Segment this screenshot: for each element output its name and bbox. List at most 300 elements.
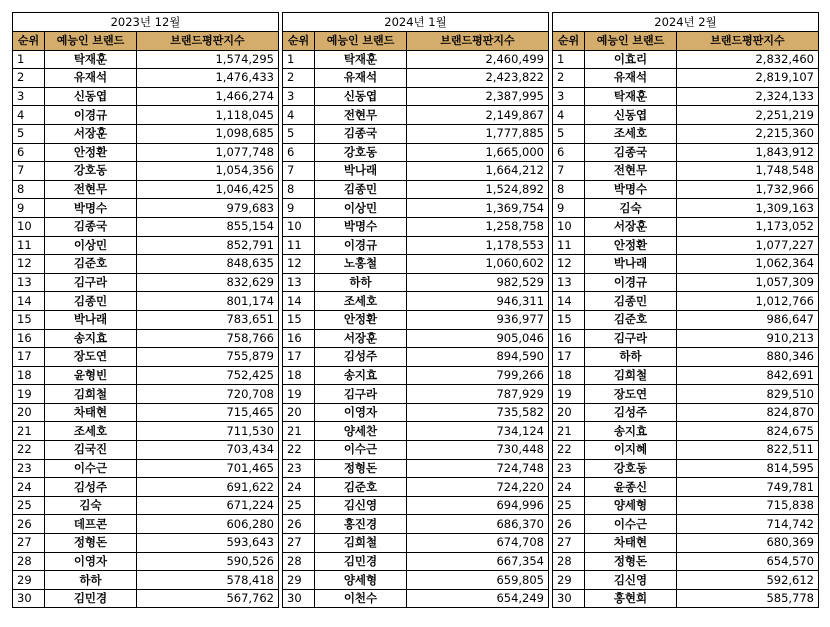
table-row xyxy=(283,292,549,311)
value-cell: 2,423,822 xyxy=(407,69,549,88)
name-cell: 김종민 xyxy=(45,292,137,311)
value-cell: 1,664,212 xyxy=(407,162,549,181)
value-cell: 1,046,425 xyxy=(137,180,279,199)
rank-cell: 3 xyxy=(553,87,585,106)
value-cell: 567,762 xyxy=(137,589,279,608)
table-row xyxy=(13,534,279,553)
ranking-table xyxy=(282,12,549,608)
rank-cell: 14 xyxy=(13,292,45,311)
value-cell: 1,057,309 xyxy=(677,273,819,292)
rank-cell: 6 xyxy=(553,143,585,162)
name-cell: 안정환 xyxy=(315,310,407,329)
rank-cell: 12 xyxy=(13,255,45,274)
rank-cell: 24 xyxy=(13,478,45,497)
table-row xyxy=(553,403,819,422)
value-cell: 715,465 xyxy=(137,403,279,422)
rank-cell: 20 xyxy=(13,403,45,422)
value-cell: 1,012,766 xyxy=(677,292,819,311)
table-row xyxy=(13,143,279,162)
rank-cell: 1 xyxy=(553,50,585,69)
name-cell: 이상민 xyxy=(45,236,137,255)
table-row xyxy=(553,422,819,441)
table-row xyxy=(283,50,549,69)
value-cell: 2,324,133 xyxy=(677,87,819,106)
table-row xyxy=(283,217,549,236)
rank-cell: 22 xyxy=(13,441,45,460)
name-cell: 신동엽 xyxy=(585,106,677,125)
name-cell: 이경규 xyxy=(315,236,407,255)
value-cell: 1,173,052 xyxy=(677,217,819,236)
rank-cell: 10 xyxy=(13,217,45,236)
value-cell: 1,369,754 xyxy=(407,199,549,218)
name-cell: 김희철 xyxy=(585,366,677,385)
table-row xyxy=(553,255,819,274)
value-cell: 814,595 xyxy=(677,459,819,478)
name-cell: 김준호 xyxy=(585,310,677,329)
value-cell: 852,791 xyxy=(137,236,279,255)
rank-cell: 20 xyxy=(553,403,585,422)
rank-cell: 13 xyxy=(553,273,585,292)
table-row xyxy=(283,441,549,460)
rank-cell: 23 xyxy=(553,459,585,478)
table-row xyxy=(13,310,279,329)
name-cell: 유재석 xyxy=(315,69,407,88)
table-row xyxy=(283,348,549,367)
value-cell: 1,060,602 xyxy=(407,255,549,274)
name-cell: 김종민 xyxy=(585,292,677,311)
table-row xyxy=(283,124,549,143)
value-cell: 590,526 xyxy=(137,552,279,571)
period-title: 2024년 1월 xyxy=(283,13,549,32)
name-cell: 하하 xyxy=(315,273,407,292)
table-row xyxy=(283,87,549,106)
table-row xyxy=(553,571,819,590)
value-cell: 1,524,892 xyxy=(407,180,549,199)
name-cell: 김숙 xyxy=(585,199,677,218)
name-cell: 안정환 xyxy=(45,143,137,162)
name-cell: 김구라 xyxy=(585,329,677,348)
table-row xyxy=(553,236,819,255)
name-cell: 박나래 xyxy=(585,255,677,274)
value-cell: 1,054,356 xyxy=(137,162,279,181)
table-row xyxy=(283,571,549,590)
rank-cell: 19 xyxy=(283,385,315,404)
table-row xyxy=(553,589,819,608)
table-row xyxy=(283,515,549,534)
value-cell: 694,996 xyxy=(407,496,549,515)
value-cell: 659,805 xyxy=(407,571,549,590)
rank-cell: 27 xyxy=(553,534,585,553)
rank-cell: 8 xyxy=(553,180,585,199)
value-cell: 880,346 xyxy=(677,348,819,367)
value-cell: 720,708 xyxy=(137,385,279,404)
value-cell: 936,977 xyxy=(407,310,549,329)
name-cell: 김성주 xyxy=(585,403,677,422)
table-row xyxy=(283,552,549,571)
rank-cell: 25 xyxy=(283,496,315,515)
rank-cell: 13 xyxy=(283,273,315,292)
rank-header: 순위 xyxy=(553,32,585,51)
rank-cell: 24 xyxy=(283,478,315,497)
name-cell: 양세형 xyxy=(585,496,677,515)
rank-cell: 8 xyxy=(283,180,315,199)
value-cell: 1,476,433 xyxy=(137,69,279,88)
value-cell: 832,629 xyxy=(137,273,279,292)
rank-cell: 2 xyxy=(13,69,45,88)
rank-cell: 4 xyxy=(13,106,45,125)
table-row xyxy=(13,422,279,441)
value-cell: 671,224 xyxy=(137,496,279,515)
name-cell: 김희철 xyxy=(45,385,137,404)
value-cell: 822,511 xyxy=(677,441,819,460)
value-cell: 758,766 xyxy=(137,329,279,348)
rank-cell: 15 xyxy=(553,310,585,329)
name-cell: 홍현희 xyxy=(585,589,677,608)
rank-cell: 30 xyxy=(283,589,315,608)
rank-cell: 5 xyxy=(283,124,315,143)
rank-cell: 16 xyxy=(13,329,45,348)
table-row xyxy=(13,478,279,497)
table-row xyxy=(283,69,549,88)
rank-cell: 16 xyxy=(553,329,585,348)
rank-cell: 17 xyxy=(283,348,315,367)
name-cell: 차태현 xyxy=(585,534,677,553)
value-cell: 691,622 xyxy=(137,478,279,497)
brand-header: 예능인 브랜드 xyxy=(45,32,137,51)
rank-cell: 18 xyxy=(553,366,585,385)
column-header-row xyxy=(553,32,819,51)
rank-cell: 27 xyxy=(283,534,315,553)
value-cell: 824,675 xyxy=(677,422,819,441)
table-row xyxy=(283,403,549,422)
value-cell: 1,732,966 xyxy=(677,180,819,199)
rank-cell: 12 xyxy=(553,255,585,274)
rank-cell: 26 xyxy=(553,515,585,534)
name-cell: 이경규 xyxy=(45,106,137,125)
period-title: 2023년 12월 xyxy=(13,13,279,32)
name-cell: 전현무 xyxy=(45,180,137,199)
table-row xyxy=(13,515,279,534)
name-cell: 김신영 xyxy=(585,571,677,590)
name-cell: 신동엽 xyxy=(45,87,137,106)
value-cell: 578,418 xyxy=(137,571,279,590)
column-header-row xyxy=(283,32,549,51)
table-row xyxy=(13,552,279,571)
value-cell: 1,098,685 xyxy=(137,124,279,143)
value-cell: 1,258,758 xyxy=(407,217,549,236)
rank-cell: 6 xyxy=(283,143,315,162)
value-cell: 593,643 xyxy=(137,534,279,553)
value-cell: 749,781 xyxy=(677,478,819,497)
value-cell: 1,777,885 xyxy=(407,124,549,143)
name-cell: 노홍철 xyxy=(315,255,407,274)
index-header: 브랜드평판지수 xyxy=(407,32,549,51)
value-cell: 1,843,912 xyxy=(677,143,819,162)
value-cell: 2,387,995 xyxy=(407,87,549,106)
table-row xyxy=(283,180,549,199)
table-row xyxy=(283,589,549,608)
rank-cell: 11 xyxy=(553,236,585,255)
value-cell: 2,215,360 xyxy=(677,124,819,143)
value-cell: 701,465 xyxy=(137,459,279,478)
rank-cell: 19 xyxy=(13,385,45,404)
table-row xyxy=(553,310,819,329)
ranking-table xyxy=(552,12,819,608)
table-row xyxy=(13,496,279,515)
value-cell: 1,118,045 xyxy=(137,106,279,125)
name-cell: 전현무 xyxy=(585,162,677,181)
rank-cell: 10 xyxy=(553,217,585,236)
value-cell: 724,220 xyxy=(407,478,549,497)
rank-cell: 23 xyxy=(13,459,45,478)
table-row xyxy=(13,106,279,125)
name-cell: 탁재훈 xyxy=(315,50,407,69)
rank-cell: 8 xyxy=(13,180,45,199)
rank-cell: 29 xyxy=(283,571,315,590)
name-cell: 이영자 xyxy=(45,552,137,571)
value-cell: 1,077,227 xyxy=(677,236,819,255)
value-cell: 2,819,107 xyxy=(677,69,819,88)
name-cell: 박명수 xyxy=(315,217,407,236)
rank-cell: 17 xyxy=(553,348,585,367)
name-cell: 강호동 xyxy=(585,459,677,478)
name-cell: 양세찬 xyxy=(315,422,407,441)
table-row xyxy=(553,217,819,236)
table-row xyxy=(283,329,549,348)
name-cell: 서장훈 xyxy=(45,124,137,143)
table-row xyxy=(553,273,819,292)
value-cell: 730,448 xyxy=(407,441,549,460)
table-row xyxy=(13,459,279,478)
value-cell: 783,651 xyxy=(137,310,279,329)
rank-cell: 28 xyxy=(13,552,45,571)
rank-cell: 13 xyxy=(13,273,45,292)
table-row xyxy=(553,199,819,218)
value-cell: 1,574,295 xyxy=(137,50,279,69)
name-cell: 안정환 xyxy=(585,236,677,255)
value-cell: 2,251,219 xyxy=(677,106,819,125)
table-row xyxy=(283,273,549,292)
table-row xyxy=(283,385,549,404)
table-row xyxy=(283,534,549,553)
ranking-table xyxy=(12,12,279,608)
rank-cell: 26 xyxy=(13,515,45,534)
rank-cell: 5 xyxy=(553,124,585,143)
rank-cell: 22 xyxy=(283,441,315,460)
column-header-row xyxy=(13,32,279,51)
rank-cell: 3 xyxy=(13,87,45,106)
name-cell: 송지효 xyxy=(45,329,137,348)
rank-cell: 9 xyxy=(283,199,315,218)
rank-cell: 17 xyxy=(13,348,45,367)
table-row xyxy=(553,50,819,69)
value-cell: 855,154 xyxy=(137,217,279,236)
table-row xyxy=(13,366,279,385)
value-cell: 946,311 xyxy=(407,292,549,311)
value-cell: 674,708 xyxy=(407,534,549,553)
table-row xyxy=(553,515,819,534)
name-cell: 김국진 xyxy=(45,441,137,460)
name-cell: 이천수 xyxy=(315,589,407,608)
name-cell: 김준호 xyxy=(45,255,137,274)
name-cell: 박명수 xyxy=(585,180,677,199)
table-row xyxy=(283,143,549,162)
rank-cell: 1 xyxy=(283,50,315,69)
table-row xyxy=(283,478,549,497)
value-cell: 735,582 xyxy=(407,403,549,422)
rank-cell: 25 xyxy=(13,496,45,515)
table-row xyxy=(283,422,549,441)
rank-cell: 14 xyxy=(283,292,315,311)
name-cell: 하하 xyxy=(45,571,137,590)
rank-cell: 12 xyxy=(283,255,315,274)
table-row xyxy=(13,441,279,460)
name-cell: 박명수 xyxy=(45,199,137,218)
name-cell: 차태현 xyxy=(45,403,137,422)
table-row xyxy=(283,366,549,385)
rank-cell: 21 xyxy=(13,422,45,441)
table-row xyxy=(13,348,279,367)
table-row xyxy=(13,50,279,69)
value-cell: 1,665,000 xyxy=(407,143,549,162)
name-cell: 윤종신 xyxy=(585,478,677,497)
rank-cell: 25 xyxy=(553,496,585,515)
table-row xyxy=(553,534,819,553)
value-cell: 686,370 xyxy=(407,515,549,534)
name-cell: 박나래 xyxy=(45,310,137,329)
rank-cell: 9 xyxy=(13,199,45,218)
table-row xyxy=(553,385,819,404)
rank-cell: 27 xyxy=(13,534,45,553)
value-cell: 894,590 xyxy=(407,348,549,367)
value-cell: 585,778 xyxy=(677,589,819,608)
table-row xyxy=(283,310,549,329)
value-cell: 982,529 xyxy=(407,273,549,292)
rank-cell: 28 xyxy=(553,552,585,571)
rank-cell: 30 xyxy=(553,589,585,608)
rank-cell: 10 xyxy=(283,217,315,236)
name-cell: 김종국 xyxy=(315,124,407,143)
table-row xyxy=(283,255,549,274)
table-row xyxy=(553,329,819,348)
rank-cell: 23 xyxy=(283,459,315,478)
name-cell: 김구라 xyxy=(45,273,137,292)
name-cell: 이수근 xyxy=(585,515,677,534)
name-cell: 강호동 xyxy=(45,162,137,181)
table-row xyxy=(13,589,279,608)
value-cell: 842,691 xyxy=(677,366,819,385)
name-cell: 이지혜 xyxy=(585,441,677,460)
rank-cell: 15 xyxy=(13,310,45,329)
rank-cell: 29 xyxy=(13,571,45,590)
rank-cell: 1 xyxy=(13,50,45,69)
table-row xyxy=(283,106,549,125)
value-cell: 979,683 xyxy=(137,199,279,218)
table-row xyxy=(13,273,279,292)
rank-cell: 21 xyxy=(553,422,585,441)
brand-header: 예능인 브랜드 xyxy=(585,32,677,51)
rank-cell: 29 xyxy=(553,571,585,590)
value-cell: 703,434 xyxy=(137,441,279,460)
name-cell: 신동엽 xyxy=(315,87,407,106)
name-cell: 박나래 xyxy=(315,162,407,181)
rank-cell: 7 xyxy=(283,162,315,181)
rank-header: 순위 xyxy=(13,32,45,51)
rank-cell: 15 xyxy=(283,310,315,329)
rank-cell: 6 xyxy=(13,143,45,162)
table-row xyxy=(283,459,549,478)
value-cell: 787,929 xyxy=(407,385,549,404)
rank-cell: 30 xyxy=(13,589,45,608)
rank-cell: 28 xyxy=(283,552,315,571)
value-cell: 734,124 xyxy=(407,422,549,441)
value-cell: 724,748 xyxy=(407,459,549,478)
index-header: 브랜드평판지수 xyxy=(137,32,279,51)
name-cell: 이수근 xyxy=(315,441,407,460)
name-cell: 데프콘 xyxy=(45,515,137,534)
name-cell: 이효리 xyxy=(585,50,677,69)
table-row xyxy=(13,87,279,106)
value-cell: 910,213 xyxy=(677,329,819,348)
table-row xyxy=(13,403,279,422)
name-cell: 이상민 xyxy=(315,199,407,218)
table-row xyxy=(553,106,819,125)
rank-cell: 18 xyxy=(283,366,315,385)
name-cell: 김신영 xyxy=(315,496,407,515)
table-row xyxy=(283,199,549,218)
value-cell: 2,149,867 xyxy=(407,106,549,125)
value-cell: 715,838 xyxy=(677,496,819,515)
name-cell: 서장훈 xyxy=(315,329,407,348)
value-cell: 829,510 xyxy=(677,385,819,404)
period-title: 2024년 2월 xyxy=(553,13,819,32)
name-cell: 양세형 xyxy=(315,571,407,590)
name-cell: 송지효 xyxy=(585,422,677,441)
name-cell: 김종국 xyxy=(45,217,137,236)
table-row xyxy=(283,236,549,255)
name-cell: 장도연 xyxy=(585,385,677,404)
value-cell: 606,280 xyxy=(137,515,279,534)
value-cell: 667,354 xyxy=(407,552,549,571)
name-cell: 탁재훈 xyxy=(585,87,677,106)
table-row xyxy=(553,162,819,181)
table-row xyxy=(553,180,819,199)
table-row xyxy=(553,366,819,385)
rank-cell: 7 xyxy=(13,162,45,181)
value-cell: 1,309,163 xyxy=(677,199,819,218)
value-cell: 848,635 xyxy=(137,255,279,274)
value-cell: 824,870 xyxy=(677,403,819,422)
rank-cell: 5 xyxy=(13,124,45,143)
name-cell: 이영자 xyxy=(315,403,407,422)
rank-cell: 11 xyxy=(13,236,45,255)
name-cell: 김숙 xyxy=(45,496,137,515)
rank-cell: 14 xyxy=(553,292,585,311)
value-cell: 801,174 xyxy=(137,292,279,311)
table-row xyxy=(283,496,549,515)
rank-cell: 16 xyxy=(283,329,315,348)
rank-cell: 7 xyxy=(553,162,585,181)
value-cell: 592,612 xyxy=(677,571,819,590)
name-cell: 강호동 xyxy=(315,143,407,162)
value-cell: 714,742 xyxy=(677,515,819,534)
table-row xyxy=(553,496,819,515)
rank-cell: 2 xyxy=(553,69,585,88)
index-header: 브랜드평판지수 xyxy=(677,32,819,51)
table-row xyxy=(553,478,819,497)
name-cell: 김종민 xyxy=(315,180,407,199)
value-cell: 1,178,553 xyxy=(407,236,549,255)
